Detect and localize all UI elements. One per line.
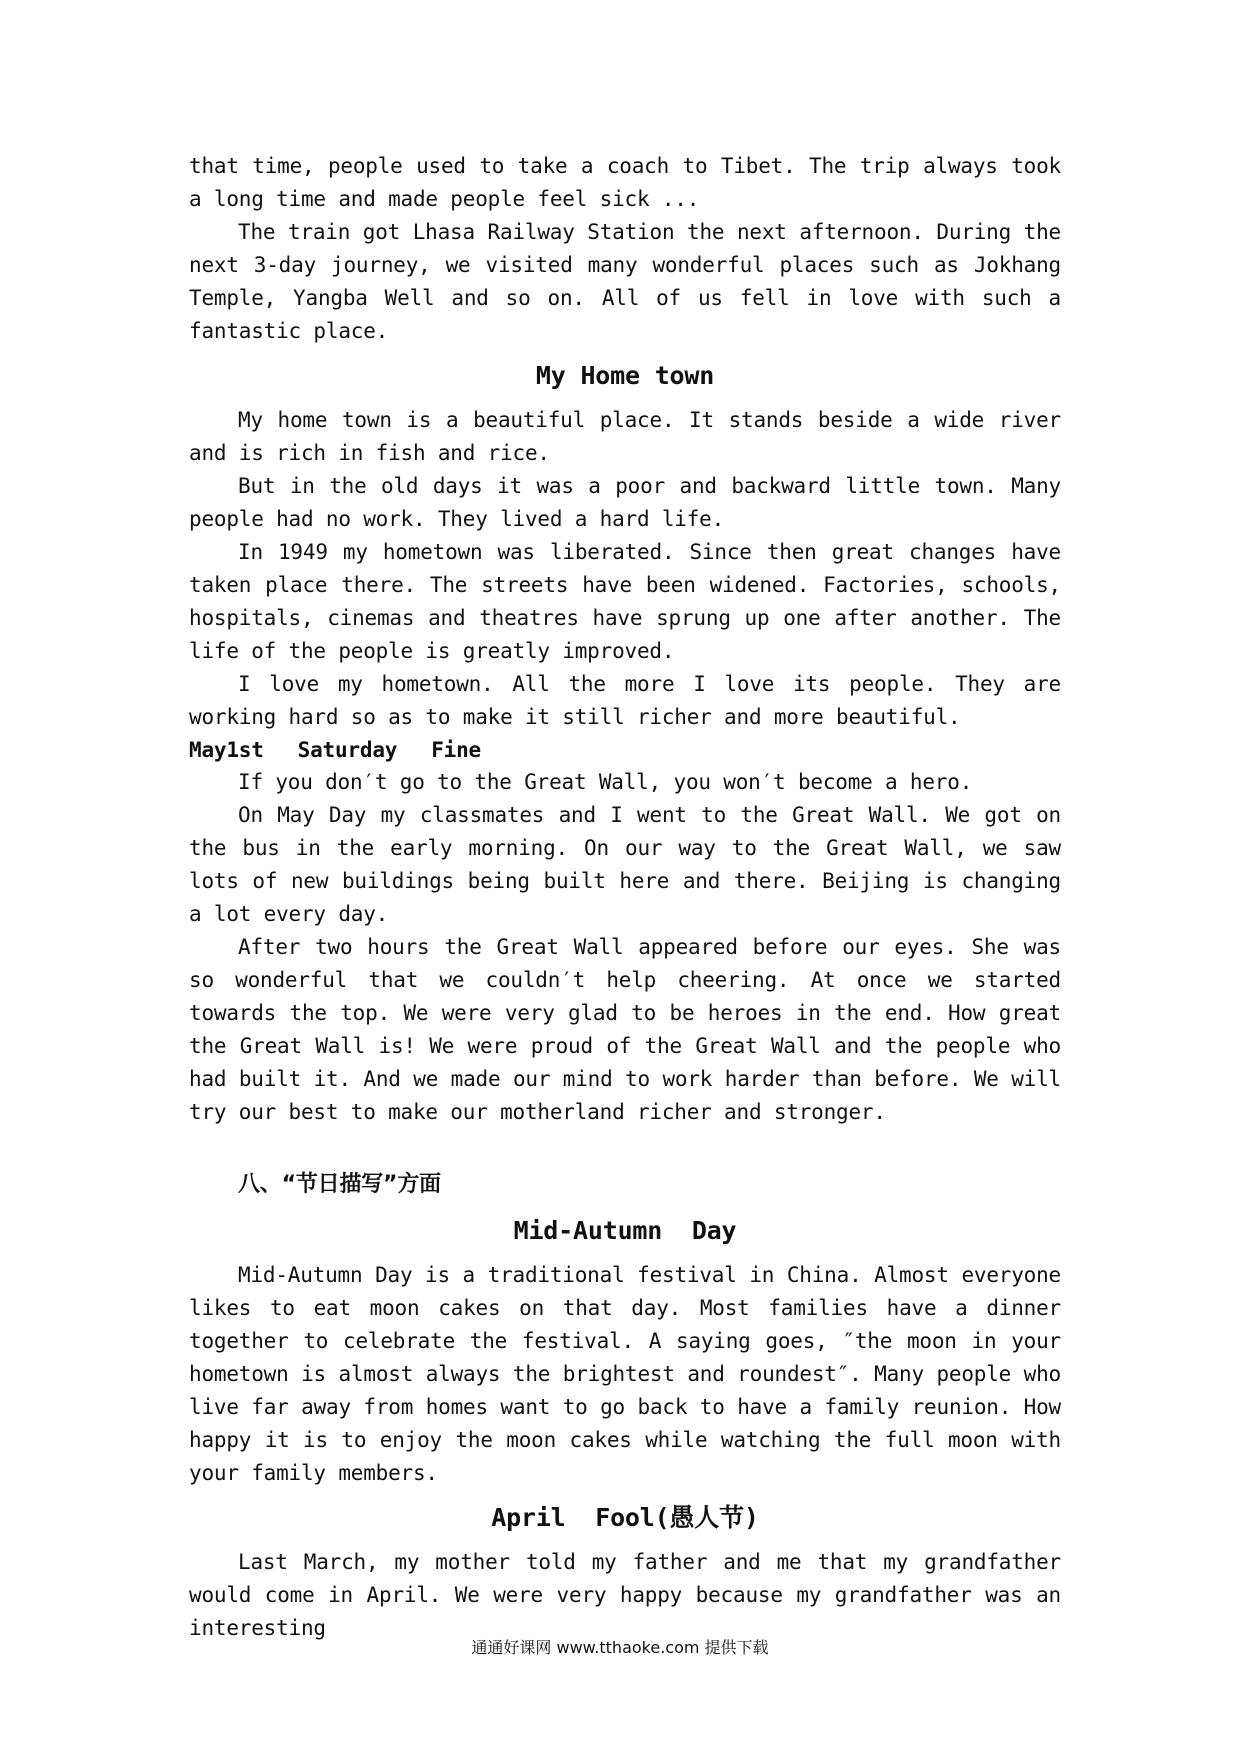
- paragraph: On May Day my classmates and I went to the Great Wall. We got on the bus in the early morning. On our way to the Great Wall, we saw lots of new buildings being built here and there. Beijing is changing a lot every day.: [189, 803, 1061, 926]
- paragraph: In 1949 my hometown was liberated. Since then great changes have taken place there. The streets have been widened. Factories, schools, hospitals, cinemas and theatres have sprung up one after another. The life of the people is greatly improved.: [189, 540, 1061, 663]
- diary-weather: Fine: [431, 738, 481, 762]
- paragraph: I love my hometown. All the more I love its people. They are working hard so as to make it still richer and more beautiful.: [189, 672, 1061, 729]
- essay-title-mid-autumn: Mid-Autumn Day: [513, 1216, 737, 1245]
- paragraph: Last March, my mother told my father and me that my grandfather would come in April. We were very happy because my grandfather was an interesting: [189, 1550, 1061, 1640]
- diary-header: [189, 734, 1061, 766]
- diary-date: May1st: [189, 738, 264, 762]
- paragraph: But in the old days it was a poor and backward little town. Many people had no work. They lived a hard life.: [189, 474, 1061, 531]
- essay-title-hometown: My Home town: [535, 361, 715, 390]
- diary-day: Saturday: [297, 738, 398, 762]
- essay-title-april-fool: April Fool(愚人节): [491, 1503, 759, 1532]
- paragraph: Mid-Autumn Day is a traditional festival in China. Almost everyone likes to eat moon cakes on that day. Most families have a dinner together to celebrate the festival. A saying goes, ″the moon in your hometown is almost always the brightest and roundest″. Many people who live far away from homes want to go back to have a family reunion. How happy it is to enjoy the moon cakes while watching the full moon with your family members.: [189, 1263, 1061, 1485]
- paragraph: After two hours the Great Wall appeared before our eyes. She was so wonderful that we couldn′t help cheering. At once we started towards the top. We were very glad to be heroes in the end. How great the Great Wall is! We were proud of the Great Wall and the people who had built it. And we made our mind to work harder than before. We will try our best to make our motherland richer and stronger.: [189, 935, 1061, 1124]
- document-body: [189, 150, 1061, 1645]
- section-heading: 八、“节日描写”方面: [238, 1172, 441, 1197]
- page-footer: 通通好课网 www.tthaoke.com 提供下载: [471, 1638, 769, 1657]
- paragraph: If you don′t go to the Great Wall, you won′t become a hero.: [238, 770, 973, 794]
- paragraph: My home town is a beautiful place. It stands beside a wide river and is rich in fish and rice.: [189, 408, 1061, 465]
- paragraph: The train got Lhasa Railway Station the next afternoon. During the next 3-day journey, we visited many wonderful places such as Jokhang Temple, Yangba Well and so on. All of us fell in love with such a fantastic place.: [189, 220, 1061, 343]
- paragraph: that time, people used to take a coach to Tibet. The trip always took a long time and made people feel sick ...: [189, 154, 1061, 211]
